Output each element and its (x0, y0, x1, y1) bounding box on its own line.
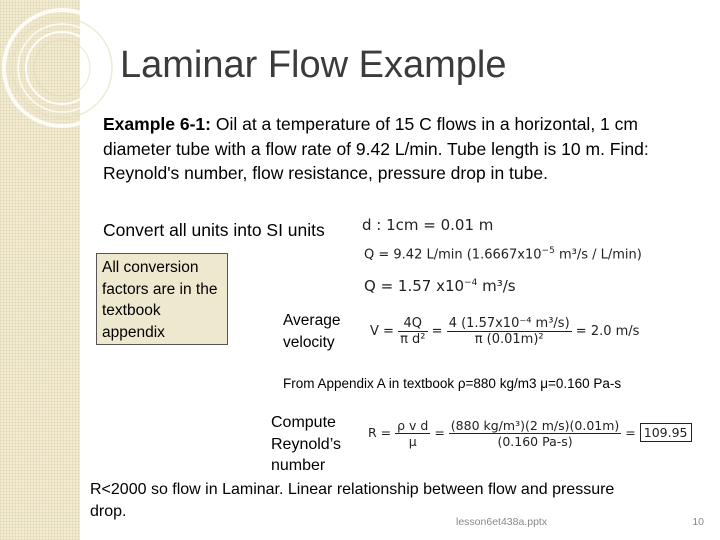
reynolds-numerator-numeric: (880 kg/m³)(2 m/s)(0.01m) (450, 418, 620, 433)
flow-rate-si-equation (364, 277, 516, 295)
diameter-equation: d : 1cm = 0.01 m (362, 216, 494, 234)
fluid-properties-line: From Appendix A in textbook ρ=880 kg/m3 μ=0.160 Pa-s (283, 376, 622, 391)
reynolds-equals: = (434, 425, 445, 440)
velocity-lhs: V = (370, 324, 394, 339)
velocity-denominator-numeric: π (0.01m)² (474, 332, 544, 347)
reynolds-numerator-symbolic: ρ v d (397, 418, 429, 433)
reynolds-lhs: R = (368, 425, 392, 440)
velocity-denominator-symbolic: π d² (400, 332, 426, 347)
conversion-note-box: All conversion factors are in the textbook appendix (96, 253, 228, 345)
slide-title: Laminar Flow Example (120, 44, 507, 86)
flow-rate-conversion-equation (364, 246, 642, 262)
example-label: Example 6-1: (103, 114, 211, 134)
flow-rate-si-unit: m³/s (482, 277, 516, 295)
example-body: Oil at a temperature of 15 C flows in a horizontal, 1 cm diameter tube with a flow rate of 9.42 L/min. Tube length is 10 m. Find: Reynold's number, flow resistance, pressure drop in tube. (103, 114, 649, 183)
velocity-fraction-numeric (447, 316, 572, 347)
compute-reynolds-label: Compute Reynold’s number (271, 414, 341, 474)
velocity-equation (370, 316, 639, 347)
velocity-fraction-symbolic (398, 316, 427, 347)
velocity-result: = 2.0 m/s (575, 324, 640, 339)
flow-rate-si-exponent: −4 (464, 278, 478, 288)
flow-rate-si-lhs: Q = 1.57 x10 (364, 277, 465, 295)
reynolds-denominator-symbolic: μ (408, 434, 417, 449)
reynolds-result-equals: = (625, 425, 636, 440)
reynolds-fraction-symbolic (395, 418, 430, 449)
reynolds-denominator-numeric: (0.160 Pa-s) (497, 434, 573, 449)
example-problem-text (103, 112, 663, 186)
flow-rate-conversion-exponent: −5 (541, 246, 555, 256)
reynolds-result: 109.95 (640, 423, 692, 442)
flow-rate-conversion-unit: m³/s / L/min) (558, 247, 642, 263)
velocity-numerator-symbolic: 4Q (398, 316, 427, 332)
conclusion-text: R<2000 so flow in Laminar. Linear relationship between flow and pressure drop. (90, 481, 615, 520)
convert-units-text: Convert all units into SI units (103, 220, 325, 240)
footer-filename: lesson6et438a.pptx (456, 516, 548, 528)
reynolds-fraction-numeric (449, 418, 622, 449)
flow-rate-conversion-lhs: Q = 9.42 L/min (1.6667x10 (364, 247, 542, 263)
velocity-numerator-numeric: 4 (1.57x10⁻⁴ m³/s) (448, 316, 570, 331)
average-velocity-label: Average velocity (283, 312, 341, 351)
reynolds-equation (368, 418, 692, 449)
velocity-equals: = (431, 324, 443, 339)
slide-number: 10 (692, 516, 704, 528)
